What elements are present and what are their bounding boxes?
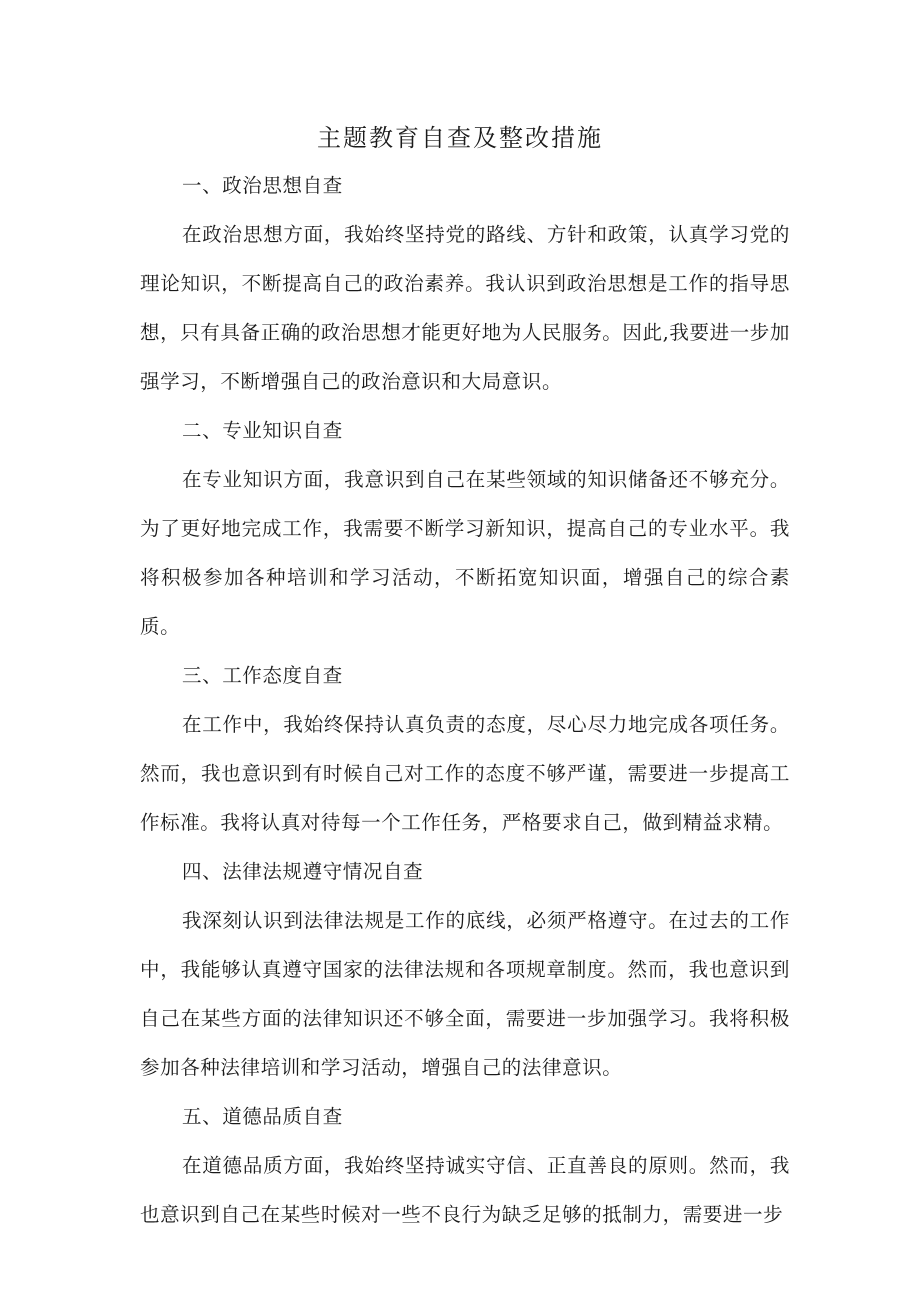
section-heading-law: 四、法律法规遵守情况自查 [182,860,424,883]
document-title: 主题教育自查及整改措施 [317,124,603,152]
section-paragraph-professional: 在专业知识方面，我意识到自己在某些领域的知识储备还不够充分。为了更好地完成工作，我需要不断学习新知识，提高自己的专业水平。我将积极参加各种培训和学习活动，不断拓宽知识面，增强自己的综合素质。 [140,468,790,638]
section-paragraph-law: 我深刻认识到法律法规是工作的底线，必须严格遵守。在过去的工作中，我能够认真遵守国家的法律法规和各项规章制度。然而，我也意识到自己在某些方面的法律知识还不够全面，需要进一步加强学习。我将积极参加各种法律培训和学习活动，增强自己的法律意识。 [140,909,790,1079]
section-paragraph-political: 在政治思想方面，我始终坚持党的路线、方针和政策，认真学习党的理论知识，不断提高自己的政治素养。我认识到政治思想是工作的指导思想，只有具备正确的政治思想才能更好地为人民服务。因此,我要进一步加强学习，不断增强自己的政治意识和大局意识。 [140,223,790,393]
section-heading-morality: 五、道德品质自查 [182,1105,343,1128]
section-paragraph-morality: 在道德品质方面，我始终坚持诚实守信、正直善良的原则。然而，我也意识到自己在某些时候对一些不良行为缺乏足够的抵制力，需要进一步 [140,1154,790,1226]
section-heading-political: 一、政治思想自查 [182,174,343,197]
section-heading-professional: 二、专业知识自查 [182,419,343,442]
document-body [140,161,790,1239]
section-paragraph-attitude: 在工作中，我始终保持认真负责的态度，尽心尽力地完成各项任务。然而，我也意识到有时候自己对工作的态度不够严谨，需要进一步提高工作标准。我将认真对待每一个工作任务，严格要求自己，做到精益求精。 [140,713,790,834]
section-heading-attitude: 三、工作态度自查 [182,664,343,687]
